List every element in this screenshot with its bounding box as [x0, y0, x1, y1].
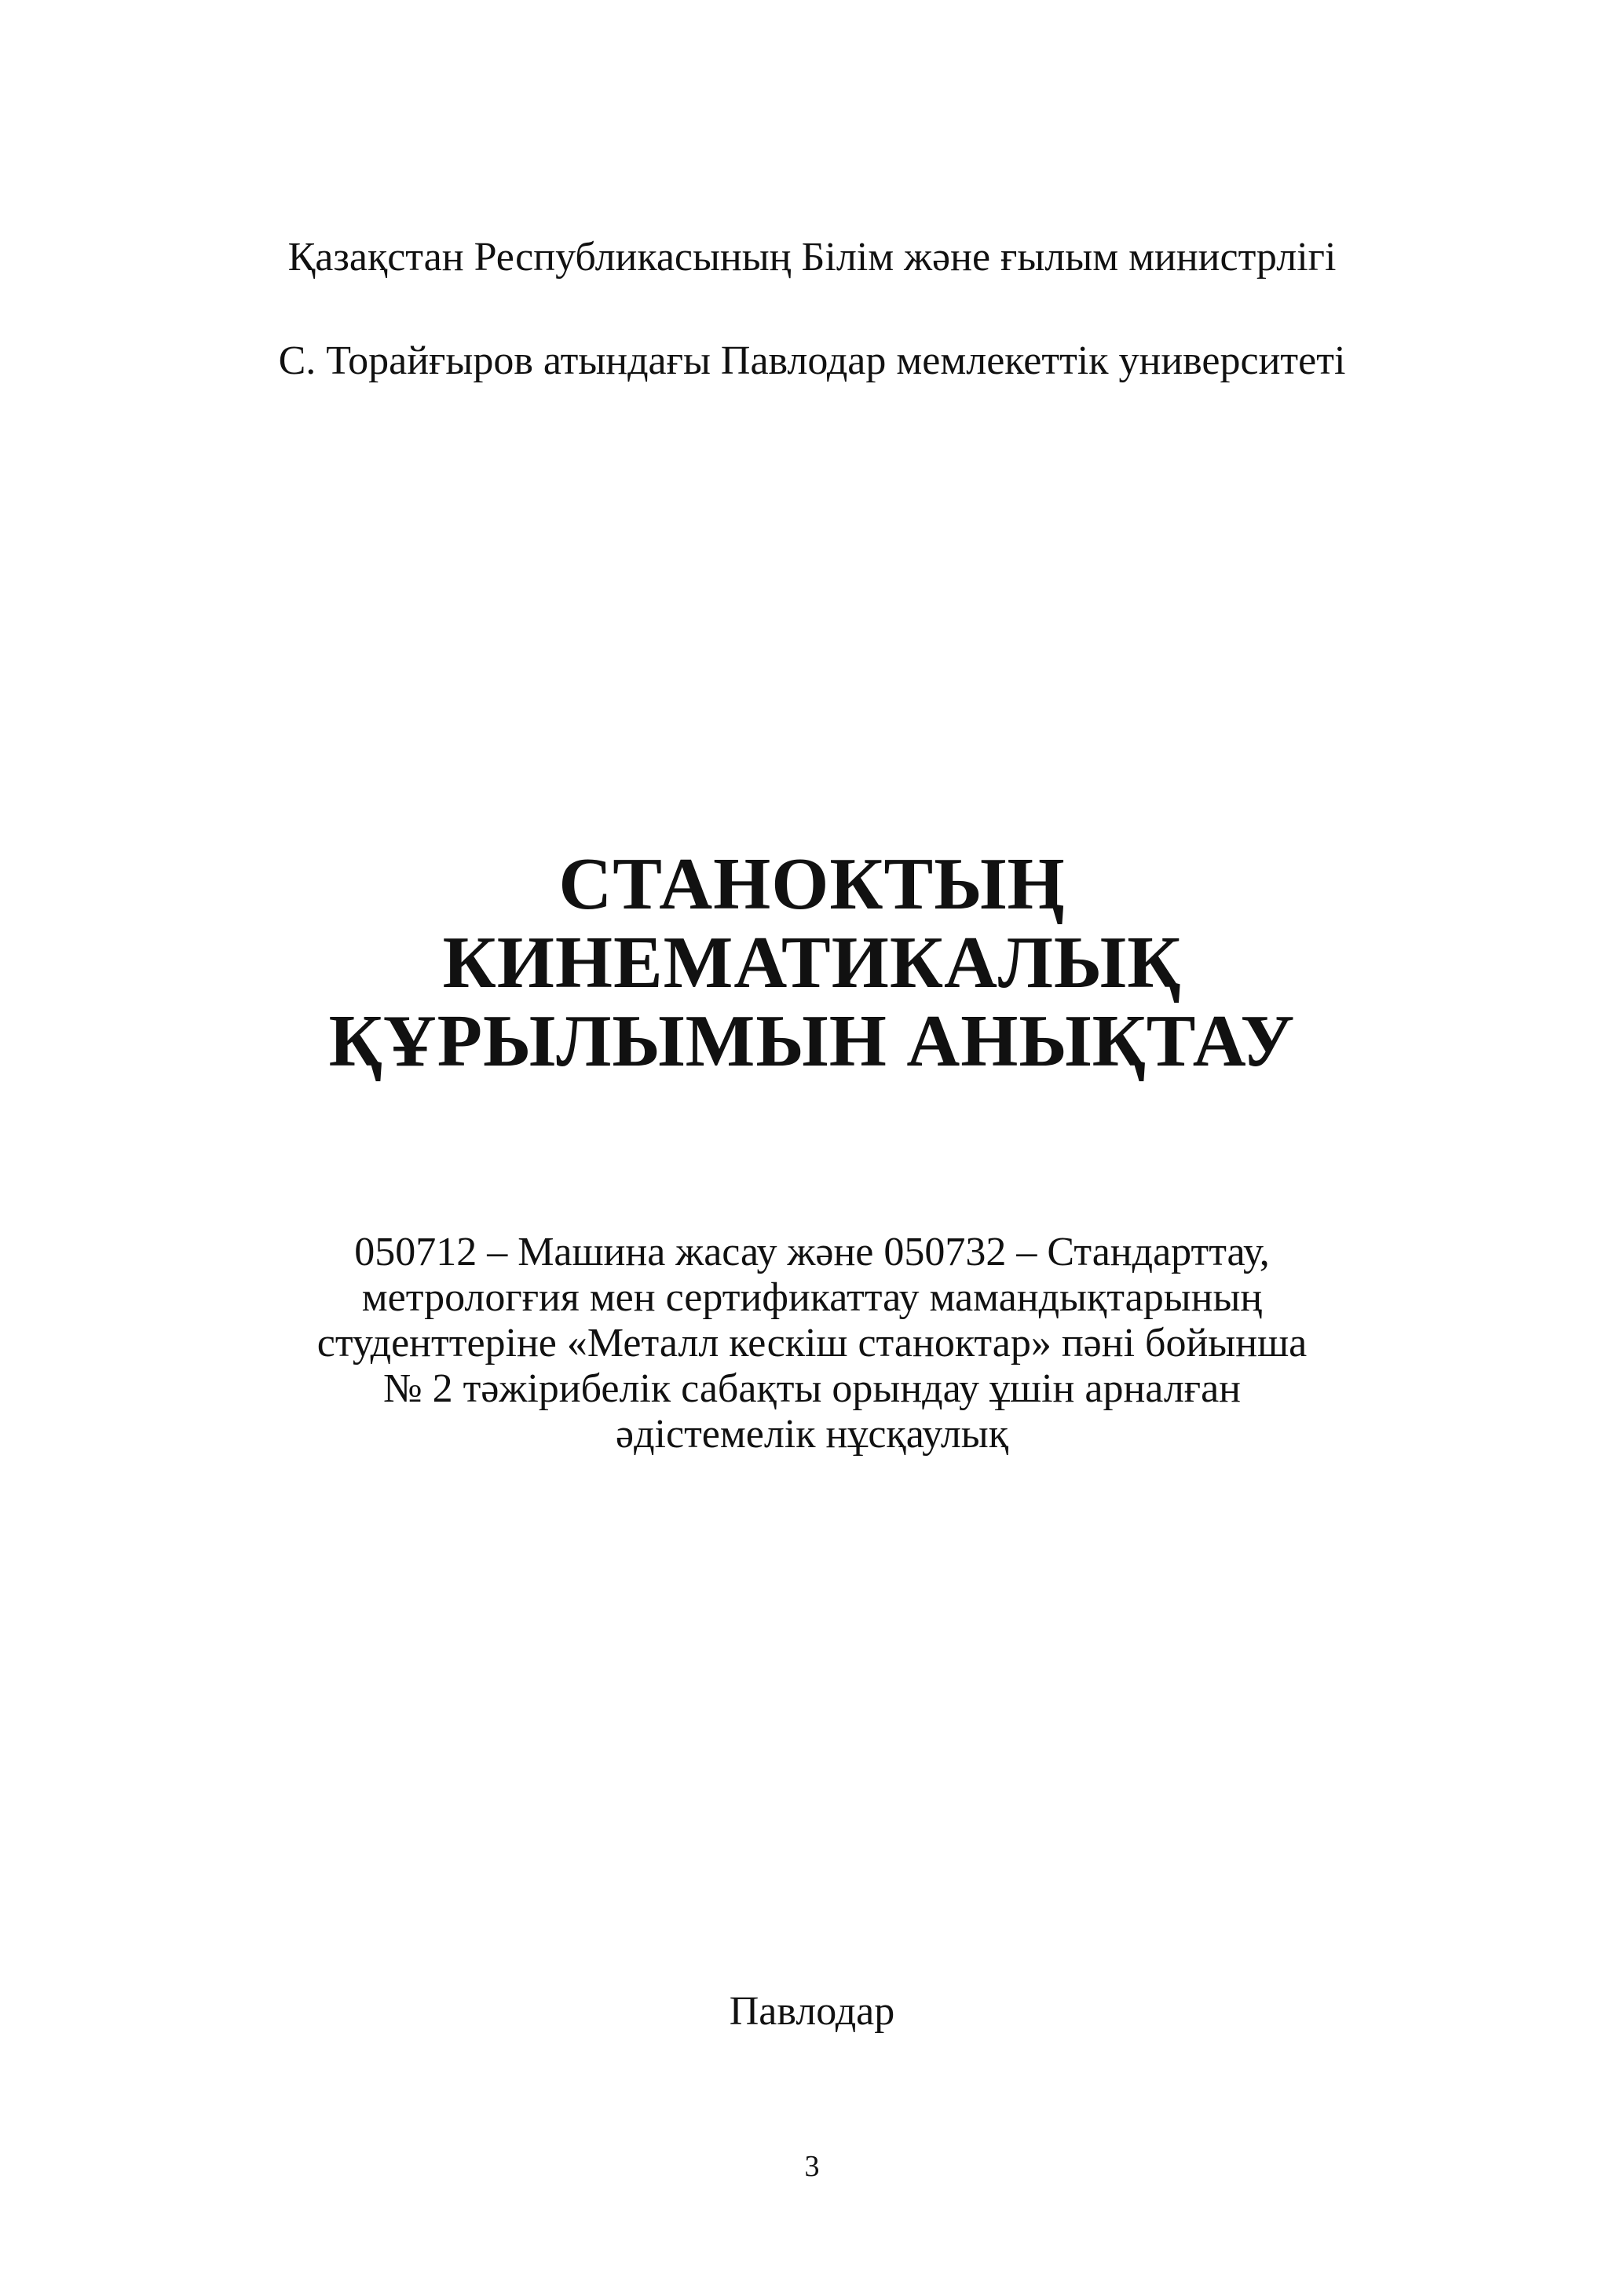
university-name: С. Торайғыров атындағы Павлодар мемлекеттік университеті	[278, 338, 1346, 383]
document-title	[0, 845, 1624, 1080]
page-number: 3	[804, 2150, 820, 2183]
ministry-name: Қазақстан Республикасының Білім және ғылым министрлігі	[287, 235, 1337, 280]
title-line-3: ҚҰРЫЛЫМЫН АНЫҚТАУ	[328, 1000, 1296, 1082]
description-line-2: метрологғия мен сертификаттау мамандықтарының	[361, 1275, 1263, 1320]
description-line-3: студенттеріне «Металл кескіш станоктар» пәні бойынша	[316, 1321, 1308, 1366]
document-description	[0, 1230, 1624, 1457]
title-line-1: СТАНОКТЫҢ	[558, 843, 1066, 925]
title-line-2: КИНЕМАТИКАЛЫҚ	[442, 922, 1182, 1004]
description-line-5: әдістемелік нұсқаулық	[616, 1412, 1008, 1457]
description-line-1: 050712 – Машина жасау және 050732 – Стандарттау,	[354, 1230, 1270, 1274]
publication-city: Павлодар	[729, 1989, 895, 2034]
description-line-4: № 2 тәжірибелік сабақты орындау ұшін арналған	[383, 1366, 1241, 1411]
